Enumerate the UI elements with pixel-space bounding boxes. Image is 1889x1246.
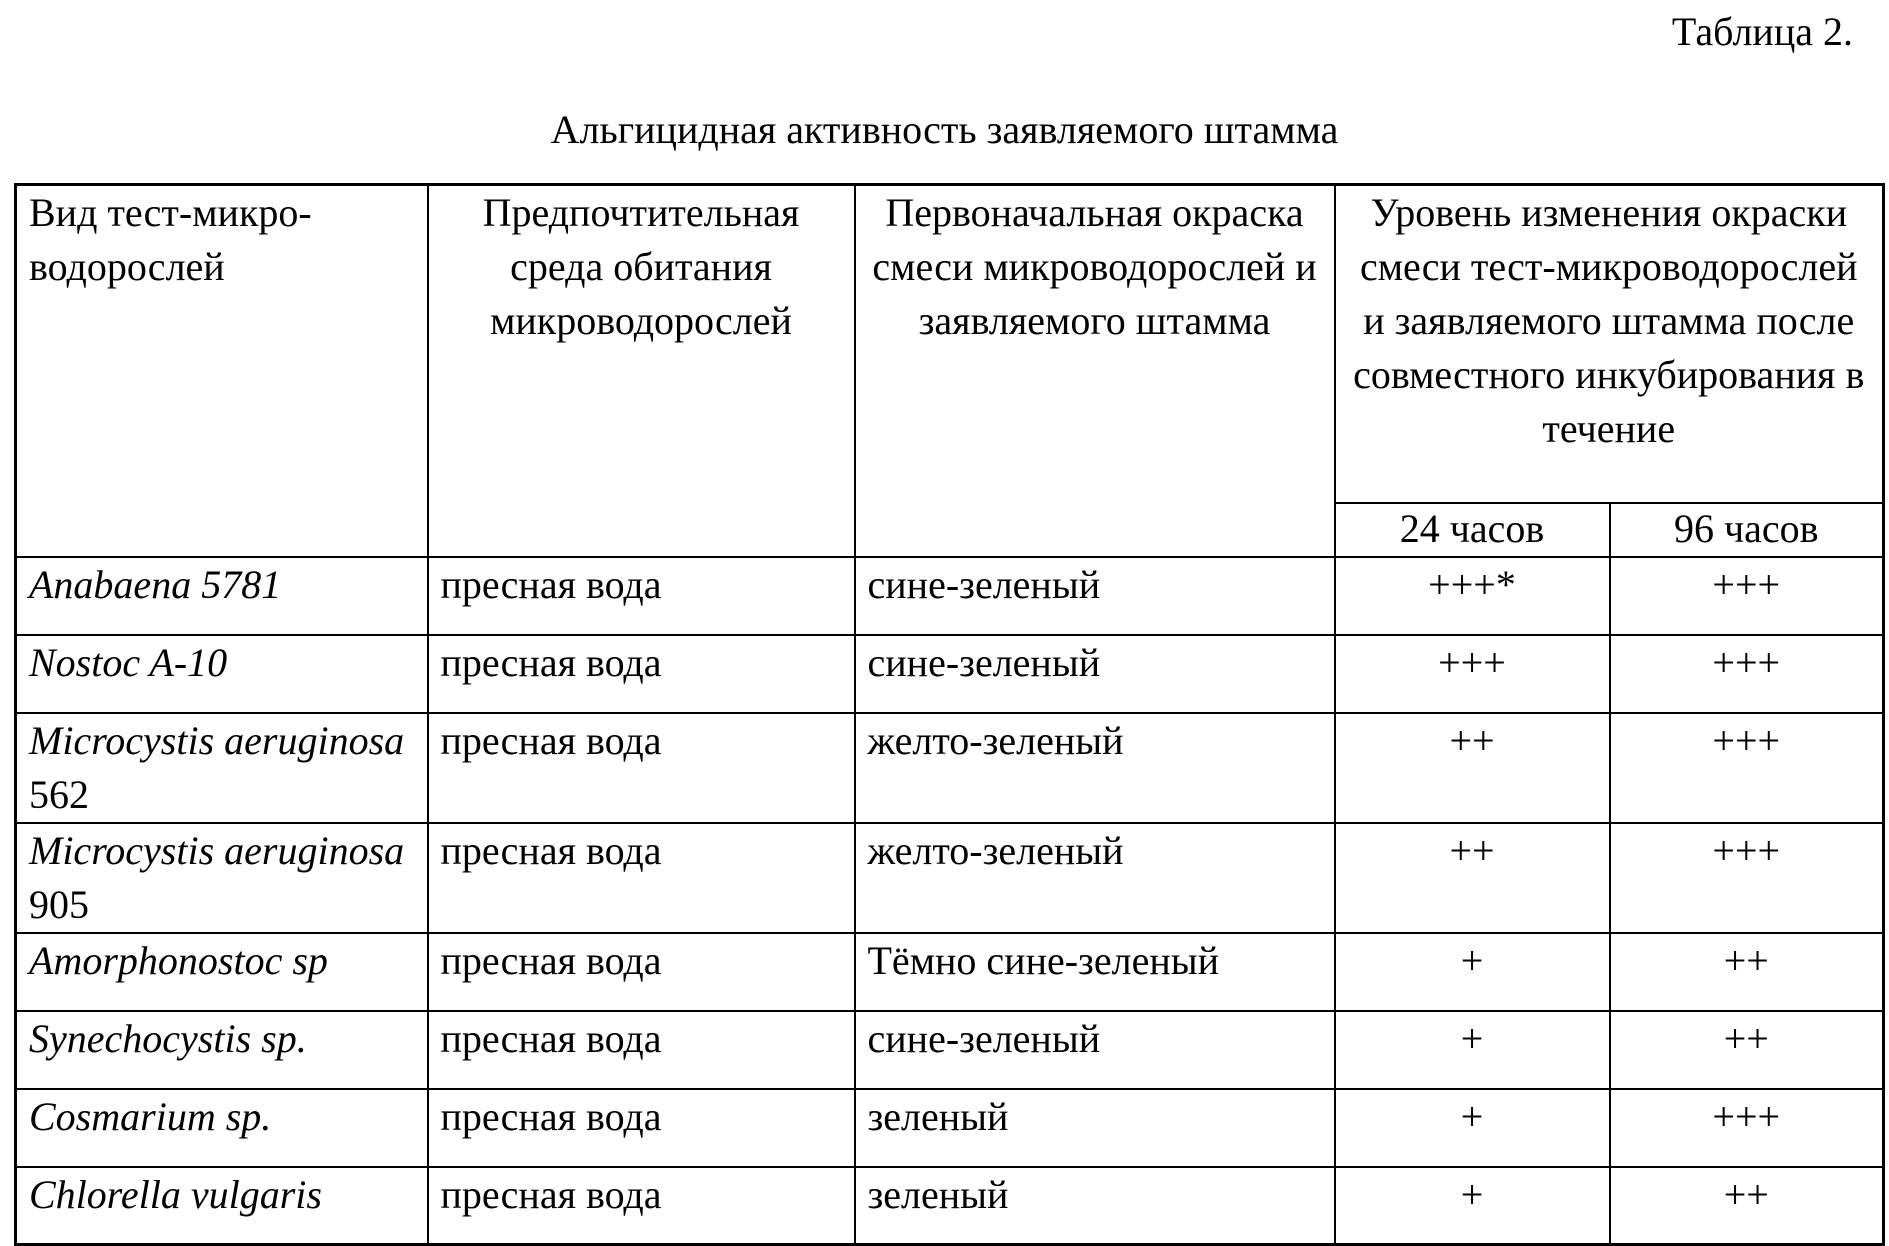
table-row: [16, 635, 1884, 713]
cell-24-hours: ++: [1335, 713, 1610, 823]
cell-96-hours: +++: [1610, 1089, 1884, 1167]
species-name: Amorphonostoc sp: [29, 937, 328, 983]
cell-species: [16, 713, 428, 823]
cell-96-hours: +++: [1610, 823, 1884, 933]
cell-habitat: пресная вода: [428, 713, 855, 823]
table-row: [16, 1011, 1884, 1089]
cell-initial-color: зеленый: [855, 1167, 1335, 1245]
table-row: [16, 1089, 1884, 1167]
header-96-hours: 96 часов: [1610, 503, 1884, 557]
cell-24-hours: +: [1335, 1089, 1610, 1167]
cell-initial-color: сине-зеленый: [855, 1011, 1335, 1089]
cell-habitat: пресная вода: [428, 635, 855, 713]
header-initial-color: Первоначальная окраска смеси микроводорослей и заявляемого штамма: [855, 185, 1335, 557]
species-name: Microcystis aeruginosa: [29, 827, 405, 873]
cell-species: [16, 1011, 428, 1089]
cell-species: [16, 635, 428, 713]
cell-habitat: пресная вода: [428, 823, 855, 933]
table-number: Таблица 2.: [1671, 9, 1853, 54]
species-name: Anabaena 5781: [29, 561, 282, 607]
cell-habitat: пресная вода: [428, 933, 855, 1011]
cell-96-hours: ++: [1610, 1011, 1884, 1089]
cell-habitat: пресная вода: [428, 1167, 855, 1245]
species-strain-number: 562: [29, 771, 89, 817]
cell-96-hours: +++: [1610, 713, 1884, 823]
species-name: Chlorella vulgaris: [29, 1171, 322, 1217]
cell-species: [16, 1089, 428, 1167]
cell-24-hours: +++: [1335, 635, 1610, 713]
species-name: Cosmarium sp.: [29, 1093, 272, 1139]
header-species: Вид тест-микро- водорослей: [16, 185, 428, 557]
cell-species: [16, 557, 428, 635]
table-row: [16, 557, 1884, 635]
cell-species: [16, 933, 428, 1011]
algicidal-activity-table: [14, 183, 1885, 1246]
cell-24-hours: +++*: [1335, 557, 1610, 635]
cell-habitat: пресная вода: [428, 1089, 855, 1167]
header-24-hours: 24 часов: [1335, 503, 1610, 557]
cell-initial-color: сине-зеленый: [855, 635, 1335, 713]
header-habitat: Предпочтительная среда обитания микроводорослей: [428, 185, 855, 557]
cell-24-hours: +: [1335, 933, 1610, 1011]
table-row: [16, 933, 1884, 1011]
cell-96-hours: +++: [1610, 635, 1884, 713]
cell-24-hours: +: [1335, 1011, 1610, 1089]
table-title: Альгицидная активность заявляемого штамма: [550, 107, 1339, 152]
cell-habitat: пресная вода: [428, 557, 855, 635]
cell-habitat: пресная вода: [428, 1011, 855, 1089]
cell-initial-color: Тёмно сине-зеленый: [855, 933, 1335, 1011]
table-row: [16, 1167, 1884, 1245]
species-name: Nostoc A-10: [29, 639, 228, 685]
cell-species: [16, 823, 428, 933]
cell-24-hours: +: [1335, 1167, 1610, 1245]
table-row: [16, 713, 1884, 823]
cell-96-hours: ++: [1610, 933, 1884, 1011]
cell-species: [16, 1167, 428, 1245]
cell-24-hours: ++: [1335, 823, 1610, 933]
table-row: [16, 823, 1884, 933]
cell-initial-color: сине-зеленый: [855, 557, 1335, 635]
cell-initial-color: желто-зеленый: [855, 713, 1335, 823]
species-name: Synechocystis sp.: [29, 1015, 307, 1061]
species-strain-number: 905: [29, 881, 89, 927]
header-change-level: Уровень изменения окраски смеси тест-микроводорослей и заявляемого штамма после совместного инкубирования в течение: [1335, 185, 1884, 503]
species-name: Microcystis aeruginosa: [29, 717, 405, 763]
cell-initial-color: зеленый: [855, 1089, 1335, 1167]
cell-96-hours: +++: [1610, 557, 1884, 635]
cell-initial-color: желто-зеленый: [855, 823, 1335, 933]
cell-96-hours: ++: [1610, 1167, 1884, 1245]
